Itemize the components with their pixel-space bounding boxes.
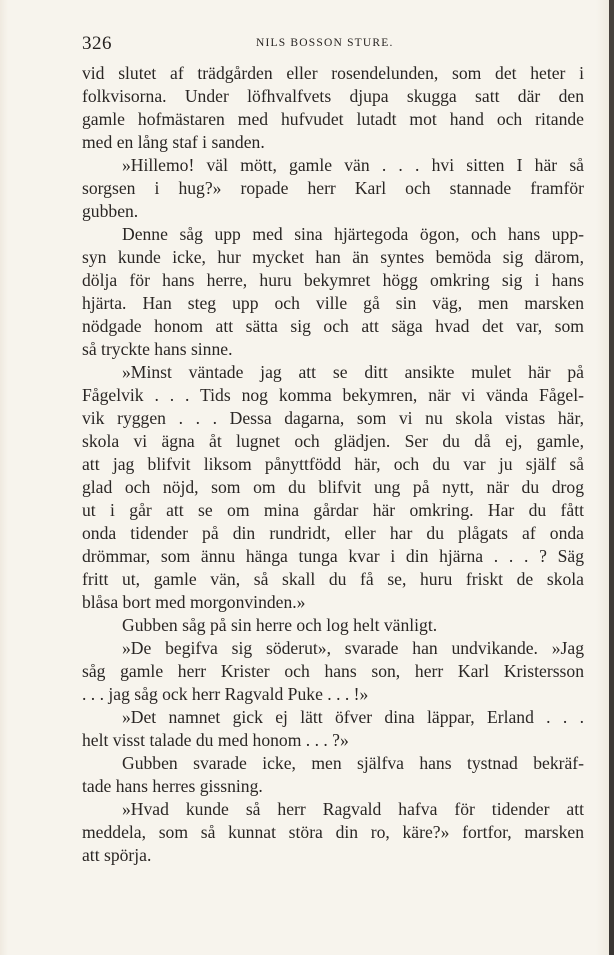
text-line: »De begifva sig söderut», svarade han undvikande. »Jag — [122, 638, 584, 658]
text-line: »Hillemo! väl mött, gamle vän . . . hvi sitten I här så — [122, 155, 584, 175]
text-line: onda tidender på din rundridt, eller har du plågats af onda — [82, 523, 584, 543]
text-line: att spörja. — [82, 845, 152, 865]
text-line: syn kunde icke, hur mycket han än syntes bemöda sig därom, — [82, 247, 584, 267]
text-line: hjärta. Han steg upp och ville gå sin väg, men marsken — [82, 293, 584, 313]
text-line: Denne såg upp med sina hjärtegoda ögon, och hans upp- — [122, 224, 584, 244]
text-line: gamle hofmästaren med hufvudet lutadt mot hand och ritande — [82, 109, 584, 129]
page-edge-shadow — [609, 0, 614, 955]
text-line: . . . jag såg ock herr Ragvald Puke . . . !» — [82, 684, 369, 704]
text-line: dölja för hans herre, huru bekymret högg omkring sig i hans — [82, 270, 584, 290]
text-line: vid slutet af trädgården eller rosendelunden, som det heter i — [82, 63, 584, 83]
page-number: 326 — [82, 33, 112, 54]
text-line: Gubben svarade icke, men själfva hans tystnad bekräf- — [122, 753, 584, 773]
text-line: tade hans herres gissning. — [82, 776, 263, 796]
text-line: helt visst talade du med honom . . . ?» — [82, 730, 349, 750]
text-line: Gubben såg på sin herre och log helt vänligt. — [122, 615, 438, 635]
text-line: folkvisorna. Under löfhvalfvets djupa skugga satt där den — [82, 86, 584, 106]
text-line: glad och nöjd, som om du blifvit ung på nytt, när du drog — [82, 477, 584, 497]
text-line: såg gamle herr Krister och hans son, herr Karl Kristersson — [82, 661, 584, 681]
text-line: vik ryggen . . . Dessa dagarna, som vi nu skola vistas här, — [82, 408, 584, 428]
page-header — [82, 33, 582, 55]
text-line: med en lång staf i sanden. — [82, 132, 265, 152]
text-line: Fågelvik . . . Tids nog komma bekymren, när vi vända Fågel- — [82, 385, 584, 405]
text-line: blåsa bort med morgonvinden.» — [82, 592, 306, 612]
text-line: fritt ut, gamle vän, så skall du få se, huru friskt de skola — [82, 569, 584, 589]
text-line: skola vi ägna åt lugnet och glädjen. Ser du då ej, gamle, — [82, 431, 584, 451]
text-line: »Minst väntade jag att se ditt ansikte mulet här på — [122, 362, 584, 382]
text-line: »Det namnet gick ej lätt öfver dina läppar, Erland . . . — [122, 707, 584, 727]
text-line: gubben. — [82, 201, 139, 221]
text-line: så tryckte hans sinne. — [82, 339, 233, 359]
text-line: ut i går att se om mina gårdar här omkring. Har du fått — [82, 500, 584, 520]
running-head: NILS BOSSON STURE. — [256, 37, 394, 49]
text-line: nödgade honom att sätta sig och att säga hvad det var, som — [82, 316, 584, 336]
text-line: meddela, som så kunnat störa din ro, käre?» fortfor, marsken — [82, 822, 584, 842]
text-line: drömmar, som ännu hänga tunga kvar i din hjärna . . . ? Säg — [82, 546, 584, 566]
text-line: »Hvad kunde så herr Ragvald hafva för tidender att — [122, 799, 584, 819]
body-text — [82, 62, 584, 867]
text-line: sorgsen i hug?» ropade herr Karl och stannade framför — [82, 178, 584, 198]
text-line: att jag blifvit liksom pånyttfödd här, och du var ju själf så — [82, 454, 584, 474]
